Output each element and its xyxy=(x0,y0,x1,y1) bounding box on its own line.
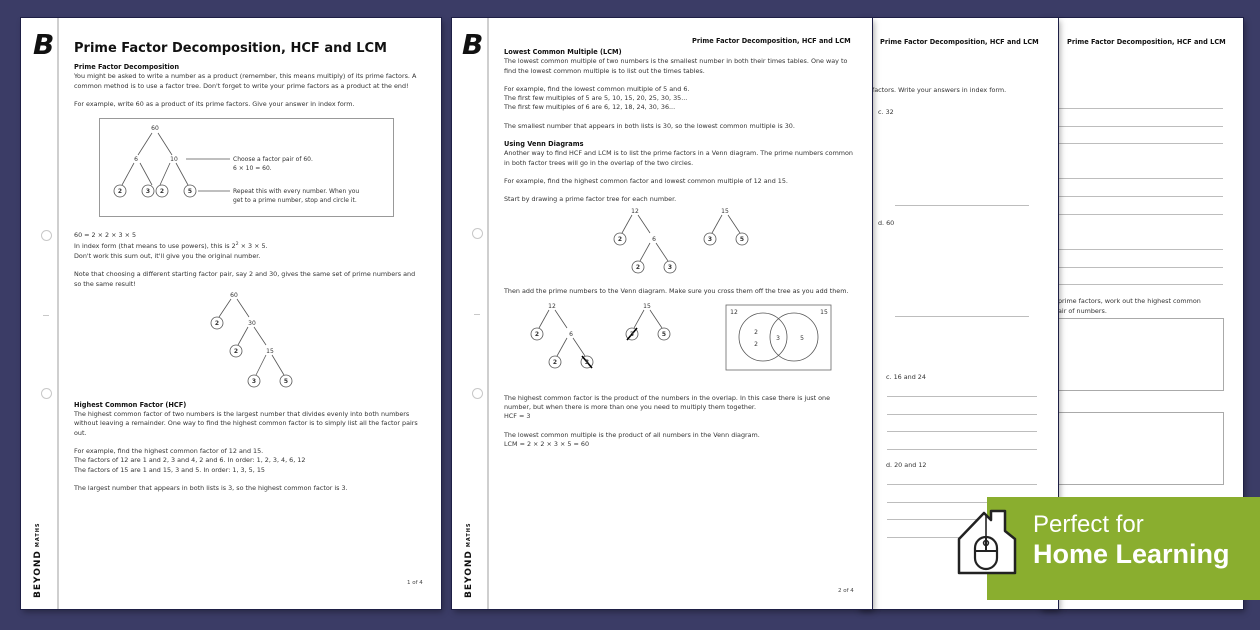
venn-intro: Another way to find HCF and LCM is to list the prime factors in a Venn diagram. The prime numbers common in both factor trees will go in the overlap of the two circles. xyxy=(504,149,853,167)
svg-text:2: 2 xyxy=(117,188,123,196)
svg-text:5: 5 xyxy=(800,334,804,342)
answer-line xyxy=(1058,214,1223,215)
svg-text:3: 3 xyxy=(667,263,673,271)
svg-text:6: 6 xyxy=(569,330,573,338)
page-title: Prime Factor Decomposition, HCF and LCM xyxy=(74,41,387,56)
section-heading-venn: Using Venn Diagrams xyxy=(504,140,584,149)
svg-text:6 × 10 = 60.: 6 × 10 = 60. xyxy=(233,165,272,173)
answer-line xyxy=(1058,178,1223,179)
venn-step-1: Start by drawing a prime factor tree for each number. xyxy=(504,195,677,204)
answer-line xyxy=(887,484,1037,485)
answer-line xyxy=(1058,126,1223,127)
hcf-conclusion: The largest number that appears in both lists is 3, so the highest common factor is 3. xyxy=(74,483,348,492)
section-heading-hcf: Highest Common Factor (HCF) xyxy=(74,400,187,409)
margin-rule xyxy=(487,18,489,609)
svg-text:3: 3 xyxy=(145,188,151,196)
page-number: 1 of 4 xyxy=(407,580,423,586)
answer-line xyxy=(1058,196,1223,197)
page-2-content xyxy=(504,48,856,449)
svg-text:12: 12 xyxy=(730,308,738,316)
svg-text:3: 3 xyxy=(629,330,635,338)
svg-text:15: 15 xyxy=(266,347,274,355)
svg-text:3: 3 xyxy=(584,358,590,366)
lcm-example: For example, find the lowest common multiple of 5 and 6. xyxy=(504,84,690,93)
pfd-example: For example, write 60 as a product of its prime factors. Give your answer in index form. xyxy=(74,99,355,108)
running-head: Prime Factor Decomposition, HCF and LCM xyxy=(1067,38,1226,46)
answer-line xyxy=(895,205,1029,206)
svg-text:15: 15 xyxy=(820,308,828,316)
answer-line xyxy=(887,449,1037,450)
hcf-explanation: The highest common factor is the product of the numbers in the overlap. In this case there is just one number, but when there is more than one you need to multiply them together. xyxy=(504,393,831,412)
pfd-intro: You might be asked to write a number as a product (remember, this means multiply) of its prime factors. A common method is to use a factor tree. Don't forget to write your prime factors as a product at the end! xyxy=(74,72,417,90)
instruction-fragment: prime factors, work out the highest common xyxy=(1058,297,1201,305)
worksheet-page-1 xyxy=(21,18,441,609)
svg-text:5: 5 xyxy=(187,188,193,196)
punch-hole xyxy=(41,388,52,399)
svg-text:3: 3 xyxy=(251,377,257,385)
factor-tree-alt-60-svg xyxy=(74,289,424,397)
svg-text:2: 2 xyxy=(159,188,165,196)
lcm-multiples-5: The first few multiples of 5 are 5, 10, 15, 20, 25, 30, 35... xyxy=(504,94,688,103)
svg-text:6: 6 xyxy=(652,235,656,243)
svg-text:Choose a factor pair of 60.: Choose a factor pair of 60. xyxy=(233,156,313,164)
svg-text:5: 5 xyxy=(661,330,667,338)
svg-text:2: 2 xyxy=(552,358,558,366)
svg-text:2: 2 xyxy=(754,340,758,348)
hcf-factors-12: The factors of 12 are 1 and 2, 3 and 4, 2 and 6. In order: 1, 2, 3, 4, 6, 12 xyxy=(74,456,306,465)
svg-text:2: 2 xyxy=(214,319,220,327)
home-with-mouse-icon xyxy=(953,505,1023,579)
svg-text:2: 2 xyxy=(754,328,758,336)
venn-diagram-svg xyxy=(504,300,856,388)
answer-line xyxy=(887,414,1037,415)
lcm-multiples-6: The first few multiples of 6 are 6, 12, 18, 24, 30, 36... xyxy=(504,103,676,112)
svg-text:15: 15 xyxy=(721,207,729,215)
answer-line xyxy=(895,316,1029,317)
answer-line xyxy=(887,396,1037,397)
badge-line-2: Home Learning xyxy=(1033,539,1230,569)
brand-vertical-label: BEYONDMATHS xyxy=(464,522,474,598)
punch-hole xyxy=(472,228,483,239)
result-line-1: 60 = 2 × 2 × 3 × 5 xyxy=(74,231,137,240)
page-number: 2 of 4 xyxy=(838,588,854,594)
svg-text:3: 3 xyxy=(776,334,780,342)
svg-text:2: 2 xyxy=(635,263,641,271)
answer-line xyxy=(1058,249,1223,250)
svg-text:10: 10 xyxy=(170,156,178,164)
page-1-content xyxy=(74,41,424,502)
svg-text:Repeat this with every number.: Repeat this with every number. When you xyxy=(233,188,360,196)
beyond-logo-icon: B xyxy=(33,28,54,61)
result-line-3: Don't work this sum out, it'll give you the original number. xyxy=(74,251,261,260)
section-heading-pfd: Prime Factor Decomposition xyxy=(74,63,180,71)
hcf-factors-15: The factors of 15 are 1 and 15, 3 and 5. In order: 1, 3, 5, 15 xyxy=(74,465,265,474)
fold-tick xyxy=(43,315,49,316)
svg-text:3: 3 xyxy=(707,235,713,243)
question-c-32: c. 32 xyxy=(878,108,894,116)
badge-line-1: Perfect for xyxy=(1033,511,1144,538)
lcm-conclusion: The smallest number that appears in both lists is 30, so the lowest common multiple is 30. xyxy=(504,121,795,130)
result-line-2: In index form (that means to use powers), this is $2^2 \times 3 \times 5$. xyxy=(74,242,268,251)
svg-text:15: 15 xyxy=(643,302,651,310)
lcm-result: LCM = 2 × 2 × 3 × 5 = 60 xyxy=(504,440,590,449)
hcf-intro: The highest common factor of two numbers is the largest number that divides evenly into both numbers without leaving a remainder. One way to find the highest common factor is to simply list all the factor pairs out. xyxy=(74,410,418,437)
svg-text:2: 2 xyxy=(617,235,623,243)
answer-box[interactable] xyxy=(1058,412,1224,485)
badge-text xyxy=(1033,511,1230,569)
factor-tree-60-svg xyxy=(100,119,395,218)
answer-line xyxy=(1058,284,1223,285)
brand-vertical-label: BEYONDMATHS xyxy=(33,522,43,598)
question-d-20-12: d. 20 and 12 xyxy=(886,461,927,469)
answer-line xyxy=(1058,267,1223,268)
factor-tree-diagram-60 xyxy=(99,118,394,217)
instruction-fragment: air of numbers. xyxy=(1058,307,1107,315)
lcm-intro: The lowest common multiple of two numbers is the smallest number in both their times tables. One way to find the lowest common multiple is to list out the times tables. xyxy=(504,57,848,75)
svg-text:12: 12 xyxy=(631,207,639,215)
answer-line xyxy=(1058,108,1223,109)
venn-step-2: Then add the prime numbers to the Venn diagram. Make sure you cross them off the tree as you add them. xyxy=(504,286,849,295)
hcf-result: HCF = 3 xyxy=(504,412,531,421)
svg-text:2: 2 xyxy=(534,330,540,338)
beyond-logo-icon: B xyxy=(462,28,483,61)
venn-example: For example, find the highest common factor and lowest common multiple of 12 and 15. xyxy=(504,176,788,185)
lcm-explanation: The lowest common multiple is the product of all numbers in the Venn diagram. xyxy=(504,430,760,439)
hcf-example: For example, find the highest common factor of 12 and 15. xyxy=(74,446,264,455)
answer-line xyxy=(887,431,1037,432)
svg-text:get to a prime number, stop an: get to a prime number, stop and circle it. xyxy=(233,197,357,205)
answer-box[interactable] xyxy=(1058,318,1224,391)
instruction-fragment: factors. Write your answers in index form. xyxy=(872,86,1007,94)
punch-hole xyxy=(472,388,483,399)
question-d-60: d. 60 xyxy=(878,219,895,227)
question-c-16-24: c. 16 and 24 xyxy=(886,373,926,381)
svg-text:60: 60 xyxy=(230,291,238,299)
margin-rule xyxy=(57,18,59,609)
punch-hole xyxy=(41,230,52,241)
svg-text:6: 6 xyxy=(134,156,138,164)
svg-text:12: 12 xyxy=(548,302,556,310)
running-head: Prime Factor Decomposition, HCF and LCM xyxy=(880,38,1039,46)
note-alternative-pair: Note that choosing a different starting factor pair, say 2 and 30, gives the same set of prime numbers and so the same result! xyxy=(74,270,416,288)
tree-root: 60 xyxy=(151,125,159,133)
factor-trees-12-15-svg xyxy=(504,205,856,287)
home-learning-badge xyxy=(987,497,1260,600)
svg-text:30: 30 xyxy=(248,319,256,327)
svg-text:5: 5 xyxy=(739,235,745,243)
svg-text:5: 5 xyxy=(283,377,289,385)
fold-tick xyxy=(474,314,480,315)
running-head: Prime Factor Decomposition, HCF and LCM xyxy=(692,37,851,45)
worksheet-page-2 xyxy=(452,18,872,609)
section-heading-lcm: Lowest Common Multiple (LCM) xyxy=(504,48,622,56)
answer-line xyxy=(1058,143,1223,144)
svg-text:2: 2 xyxy=(233,347,239,355)
